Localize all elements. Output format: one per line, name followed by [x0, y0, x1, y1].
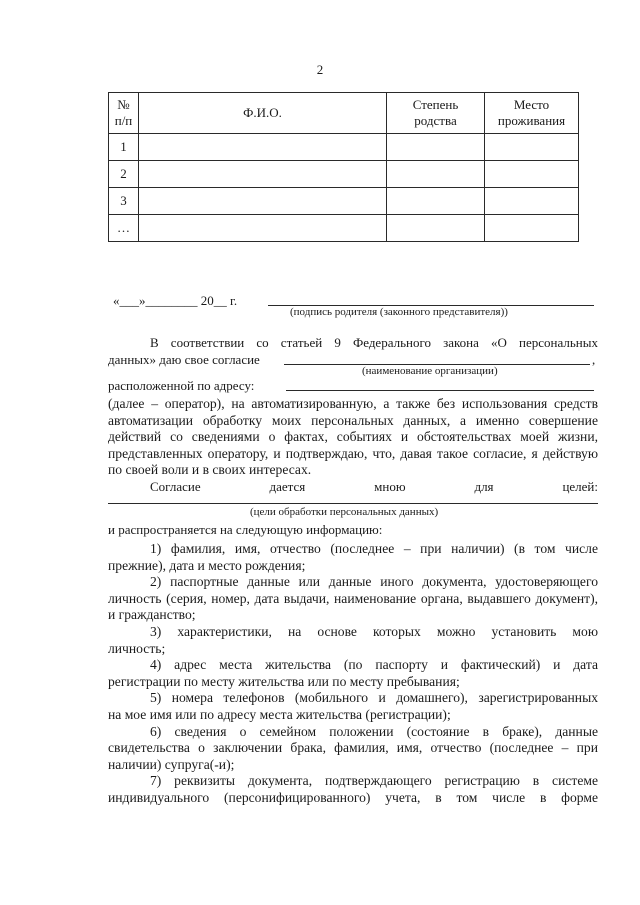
residence-cell[interactable] — [485, 161, 579, 188]
fio-cell[interactable] — [139, 161, 387, 188]
residence-cell[interactable] — [485, 134, 579, 161]
items-list — [108, 541, 598, 807]
header-residence: Место проживания — [485, 93, 579, 134]
degree-cell[interactable] — [387, 215, 485, 242]
extends-line: и распространяется на следующую информацию: — [108, 522, 383, 537]
table-header-row — [109, 93, 579, 134]
table-row — [109, 188, 579, 215]
header-fio: Ф.И.О. — [139, 93, 387, 134]
organization-caption: (наименование организации) — [362, 365, 498, 377]
signature-caption: (подпись родителя (законного представителя)) — [290, 306, 508, 318]
address-line[interactable] — [286, 390, 594, 391]
list-item: 5) номера телефонов (мобильного и домашнего), зарегистрированных на мое имя или по адресу места жительства (регистрации); — [108, 690, 598, 722]
header-degree: Степень родства — [387, 93, 485, 134]
list-item: 6) сведения о семейном положении (состояние в браке), данные свидетельства о заключении брака, фамилия, имя, отчество (последнее – при наличии) супруга(-и); — [108, 723, 598, 772]
row-number: 3 — [109, 188, 139, 215]
list-item: 2) паспортные данные или данные иного документа, удостоверяющего личность (серия, номер, дата выдачи, наименование органа, выдавшего документ), и гражданство; — [108, 574, 598, 623]
row-number: … — [109, 215, 139, 242]
signature-date: «___»________ 20__ г. — [113, 293, 238, 308]
residence-cell[interactable] — [485, 188, 579, 215]
row-number: 2 — [109, 161, 139, 188]
fio-cell[interactable] — [139, 215, 387, 242]
residence-cell[interactable] — [485, 215, 579, 242]
purpose-caption: (цели обработки персональных данных) — [250, 506, 439, 518]
list-item: 7) реквизиты документа, подтверждающего регистрацию в системе индивидуального (персонифицированного) учета, в том числе в форме — [108, 773, 598, 805]
row-number: 1 — [109, 134, 139, 161]
fio-cell[interactable] — [139, 134, 387, 161]
header-num: № п/п — [109, 93, 139, 134]
page-number: 2 — [316, 62, 324, 77]
degree-cell[interactable] — [387, 161, 485, 188]
consent-body: (далее – оператор), на автоматизированную, а также без использования средств автоматизации обработку моих персональных данных, а именно совершение действий со сведениями о фактах, событиях и обстоятельствах моей жизни, представленных оператору, и подтверждаю, что, давая такое согласие, я действую по своей воли и в своих интересах. — [108, 396, 598, 478]
purpose-field-line[interactable] — [108, 503, 598, 504]
degree-cell[interactable] — [387, 188, 485, 215]
table-row — [109, 215, 579, 242]
list-item: 4) адрес места жительства (по паспорту и фактический) и дата регистрации по месту жительства или по месту пребывания; — [108, 657, 598, 689]
degree-cell[interactable] — [387, 134, 485, 161]
table-row — [109, 161, 579, 188]
list-item: 3) характеристики, на основе которых можно установить мою личность; — [108, 623, 598, 656]
table-row — [109, 134, 579, 161]
list-item: 1) фамилия, имя, отчество (последнее – при наличии) (в том числе прежние), дата и место рождения; — [108, 541, 598, 573]
relatives-table — [108, 92, 579, 242]
fio-cell[interactable] — [139, 188, 387, 215]
consent-line2: данных» даю свое согласие — [108, 352, 260, 367]
purpose-line: Согласие дается мною для целей: — [150, 479, 598, 494]
consent-intro: В соответствии со статьей 9 Федерального закона «О персональных — [150, 335, 598, 350]
address-label: расположенной по адресу: — [108, 378, 255, 393]
